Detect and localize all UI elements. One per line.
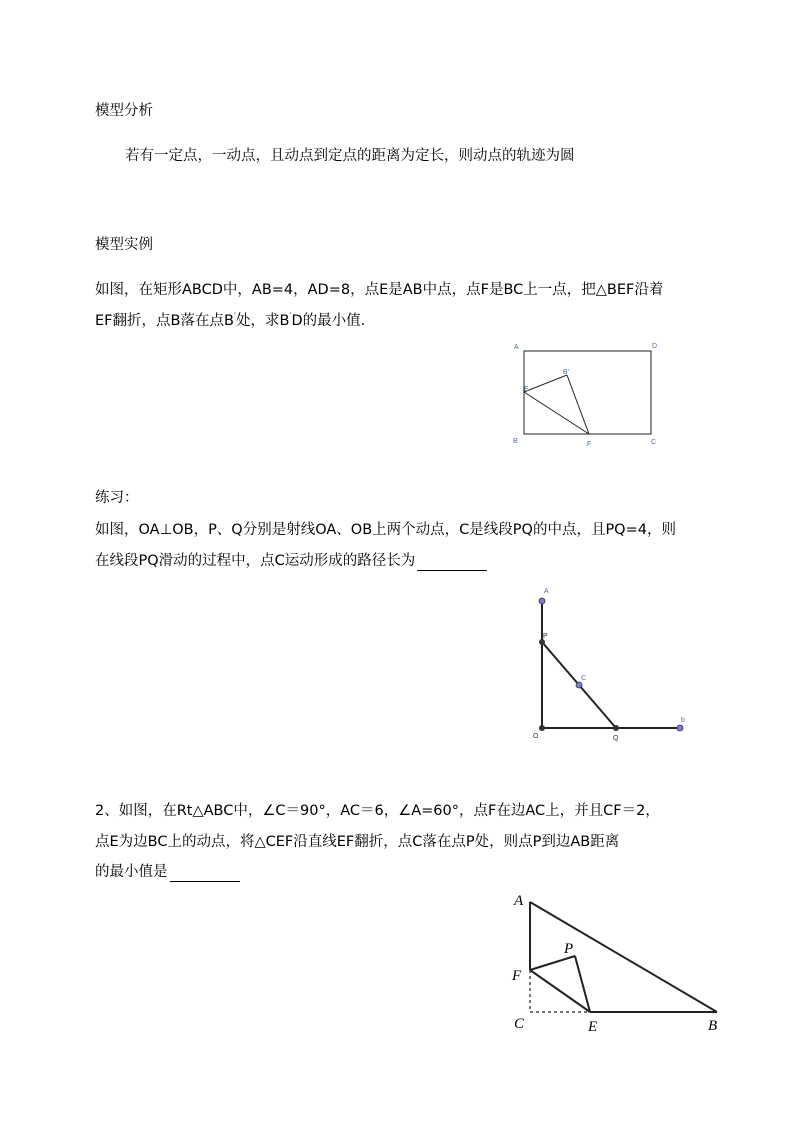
answer-blank <box>417 555 487 571</box>
exercise-line-1: 如图，OA⊥OB，P、Q分别是射线OA、OB上两个动点，C是线段PQ的中点，且PQ=4，则 <box>95 522 676 538</box>
label-a3: A <box>514 893 524 909</box>
label-c2: C <box>581 675 587 682</box>
example-line-2: EF翻折，点B落在点B′处，求B′D的最小值. <box>95 312 366 329</box>
label-b: B <box>513 438 518 445</box>
exercise-line-2: 在线段PQ滑动的过程中，点C运动形成的路径长为 <box>95 551 487 571</box>
label-e3: E <box>588 1019 598 1035</box>
label-b2: b <box>681 717 685 724</box>
label-p3: P <box>564 941 574 957</box>
label-p2: P <box>543 633 548 640</box>
heading-exercise: 练习： <box>95 490 139 506</box>
label-d: D <box>652 343 658 350</box>
label-c3: C <box>514 1016 525 1032</box>
heading-model-example: 模型实例 <box>95 237 153 253</box>
example-line-1: 如图，在矩形ABCD中，AB=4，AD=8，点E是AB中点，点F是BC上一点，把△BEF沿着 <box>95 282 664 298</box>
label-f3: F <box>512 968 522 984</box>
rectangle-figure <box>505 340 675 450</box>
triangle-fold-figure <box>505 885 730 1045</box>
label-o2: O <box>533 733 539 740</box>
label-c: C <box>651 439 657 446</box>
label-a: A <box>514 344 519 351</box>
problem-2-line-1: 2、如图，在Rt△ABC中，∠C＝90°，AC＝6，∠A=60°，点F在边AC上，并且CF＝2， <box>95 803 660 819</box>
sliding-segment-figure <box>525 585 700 745</box>
label-q2: Q <box>613 735 619 742</box>
label-b3: B <box>708 1018 718 1034</box>
heading-model-analysis: 模型分析 <box>95 103 153 119</box>
problem-2-line-2: 点E为边BC上的动点，将△CEF沿直线EF翻折，点C落在点P处，则点P到边AB距离 <box>95 834 620 850</box>
label-b-prime: B' <box>563 369 570 376</box>
problem-2-line-3: 的最小值是 <box>95 862 240 882</box>
answer-blank-2 <box>170 866 240 882</box>
label-e: E <box>524 386 529 393</box>
label-a2: A <box>544 588 549 595</box>
label-f: F <box>587 441 592 448</box>
model-analysis-text: 若有一定点，一动点，且动点到定点的距离为定长，则动点的轨迹为圆 <box>125 148 575 164</box>
